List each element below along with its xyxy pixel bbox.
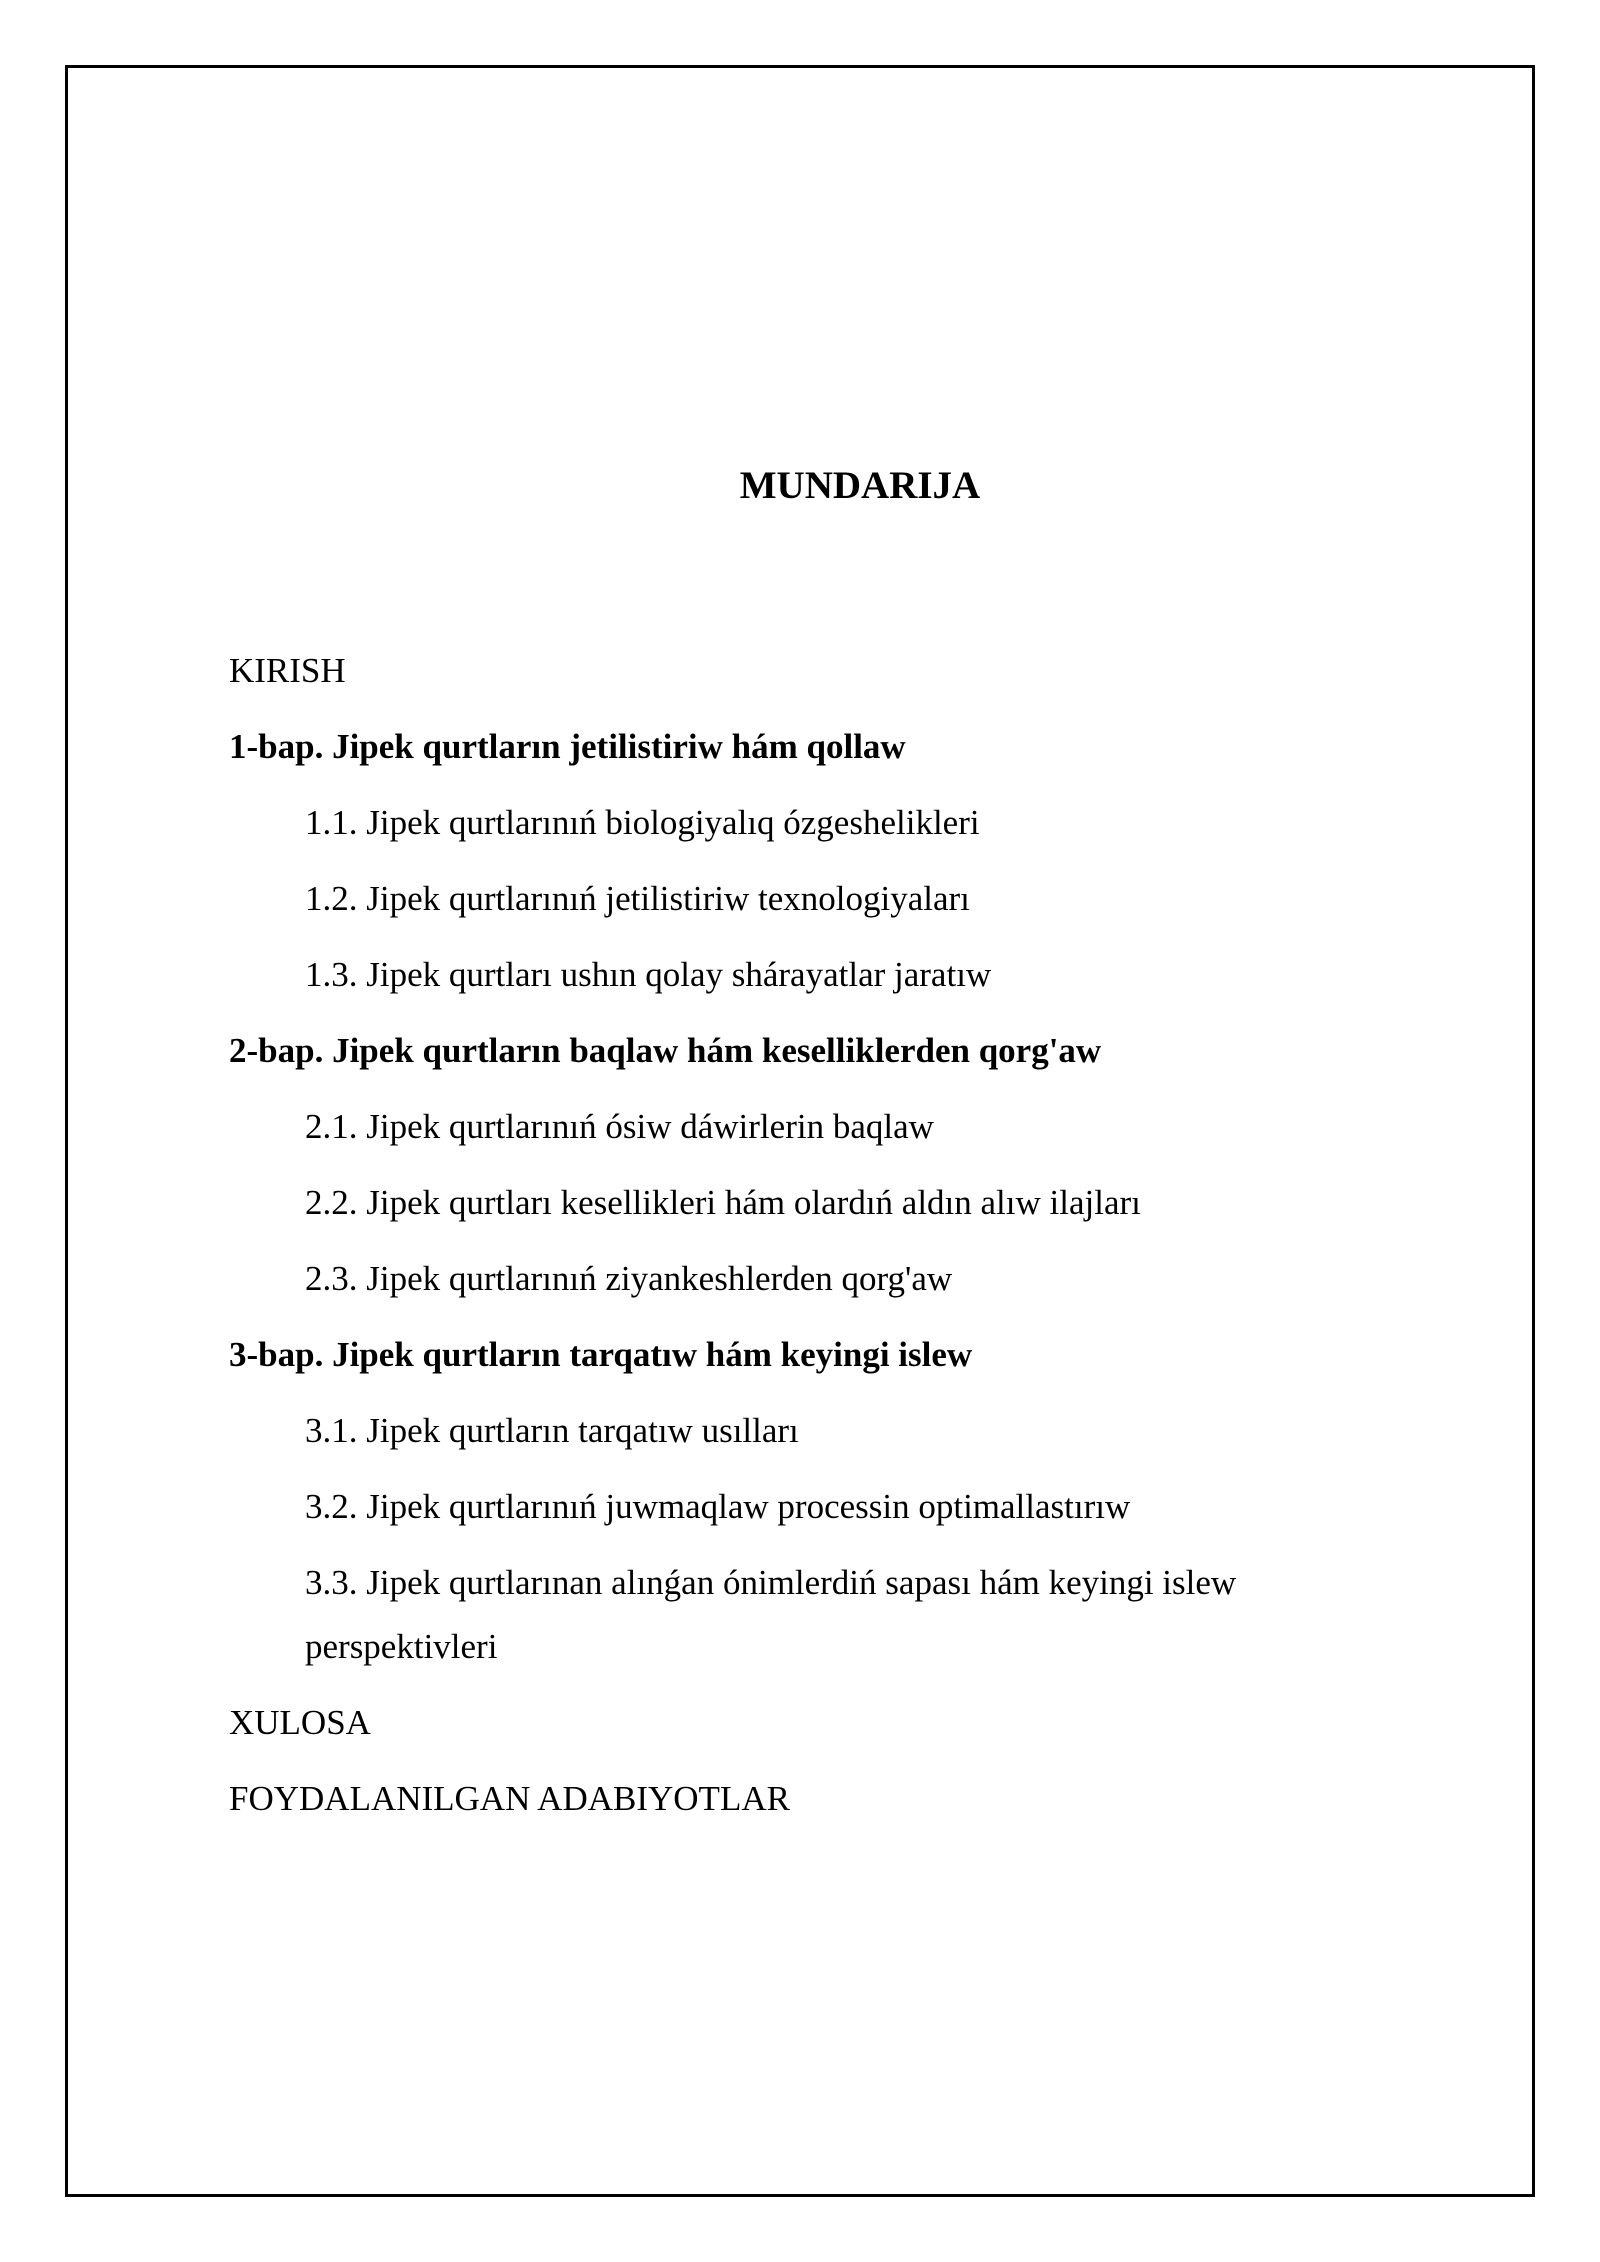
toc-section-1-1: 1.1. Jipek qurtlarınıń biologiyalıq ózgeshelikleri — [305, 803, 980, 842]
toc-section-2-2: 2.2. Jipek qurtları kesellikleri hám olardıń aldın alıw ilajları — [305, 1183, 1141, 1222]
toc-section-2-1: 2.1. Jipek qurtlarınıń ósiw dáwirlerin baqlaw — [305, 1107, 934, 1146]
toc-section-2-3: 2.3. Jipek qurtlarınıń ziyankeshlerden qorg'aw — [305, 1259, 953, 1298]
toc-section-3-3: 3.3. Jipek qurtlarınan alınǵan ónimlerdiń sapası hám keyingi islew perspektivleri — [305, 1563, 1237, 1666]
toc-section-1-2: 1.2. Jipek qurtlarınıń jetilistiriw texnologiyaları — [305, 879, 970, 918]
toc-chapter-1: 1-bap. Jipek qurtların jetilistiriw hám qollaw — [229, 727, 906, 766]
toc-entry-references: FOYDALANILGAN ADABIYOTLAR — [229, 1779, 790, 1818]
toc-chapter-2: 2-bap. Jipek qurtların baqlaw hám keselliklerden qorg'aw — [229, 1031, 1102, 1070]
toc-section-3-2: 3.2. Jipek qurtlarınıń juwmaqlaw processin optimallastırıw — [305, 1487, 1131, 1526]
toc-section-1-3: 1.3. Jipek qurtları ushın qolay shárayatlar jaratıw — [305, 955, 992, 994]
toc-chapter-3: 3-bap. Jipek qurtların tarqatıw hám keyingi islew — [229, 1335, 973, 1374]
table-of-contents — [229, 639, 1369, 1843]
toc-entry-conclusion: XULOSA — [229, 1703, 371, 1742]
toc-entry-introduction: KIRISH — [229, 651, 346, 690]
toc-section-3-1: 3.1. Jipek qurtların tarqatıw usılları — [305, 1411, 799, 1450]
document-title: MUNDARIJA — [739, 464, 981, 507]
